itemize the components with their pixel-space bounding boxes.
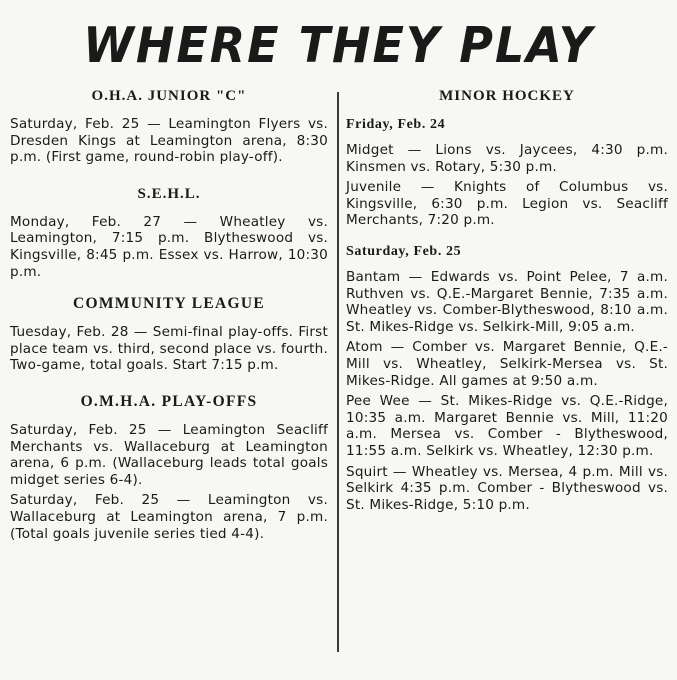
listing-paragraph: Saturday, Feb. 25 — Leamington Flyers vs. Dresden Kings at Leamington arena, 8:30 p.m. (First game, round-robin play-off). bbox=[10, 116, 328, 166]
community-league-section bbox=[10, 294, 328, 374]
headline: WHERE THEY PLAY bbox=[83, 16, 594, 74]
section-heading-community-league: COMMUNITY LEAGUE bbox=[72, 295, 266, 313]
omha-playoffs-section bbox=[10, 392, 328, 542]
day-heading-saturday: Saturday, Feb. 25 bbox=[346, 243, 462, 259]
left-column bbox=[10, 86, 328, 546]
listing-paragraph: Saturday, Feb. 25 — Leamington vs. Wallaceburg at Leamington arena, 7 p.m. (Total goals juvenile series tied 4-4). bbox=[10, 492, 328, 542]
section-heading-minor-hockey: MINOR HOCKEY bbox=[439, 88, 575, 104]
listing-paragraph: Tuesday, Feb. 28 — Semi-final play-offs. First place team vs. third, second place vs. fourth. Two-game, total goals. Start 7:15 p.m. bbox=[10, 324, 328, 374]
listing-paragraph: Atom — Comber vs. Margaret Bennie, Q.E.-Mill vs. Wheatley, Selkirk-Mersea vs. St. Mikes-Ridge. All games at 9:50 a.m. bbox=[346, 339, 668, 389]
listing-paragraph: Monday, Feb. 27 — Wheatley vs. Leamington, 7:15 p.m. Blytheswood vs. Kingsville, 8:45 p.m. Essex vs. Harrow, 10:30 p.m. bbox=[10, 213, 328, 280]
friday-section bbox=[346, 116, 668, 229]
section-heading-oha-junior: O.H.A. JUNIOR "C" bbox=[91, 88, 247, 104]
sehl-section bbox=[10, 184, 328, 280]
listing-paragraph: Bantam — Edwards vs. Point Pelee, 7 a.m. Ruthven vs. Q.E.-Margaret Bennie, 7:35 a.m. Wheatley vs. Comber-Blytheswood, 8:10 a.m. St. Mikes-Ridge vs. Selkirk-Mill, 9:05 a.m. bbox=[346, 268, 668, 335]
listing-paragraph: Saturday, Feb. 25 — Leamington Seacliff Merchants vs. Wallaceburg at Leamington arena, 6 p.m. (Wallaceburg leads total goals midget series 6-4). bbox=[10, 421, 328, 488]
column-divider bbox=[337, 92, 339, 652]
right-column bbox=[346, 86, 668, 517]
oha-junior-section bbox=[10, 86, 328, 166]
section-heading-omha-playoffs: O.M.H.A. PLAY-OFFS bbox=[80, 392, 258, 410]
saturday-section bbox=[346, 243, 668, 513]
section-heading-sehl: S.E.H.L. bbox=[137, 185, 201, 202]
listing-paragraph: Squirt — Wheatley vs. Mersea, 4 p.m. Mill vs. Selkirk 4:35 p.m. Comber - Blytheswood vs. St. Mikes-Ridge, 5:10 p.m. bbox=[346, 463, 668, 513]
listing-paragraph: Juvenile — Knights of Columbus vs. Kingsville, 6:30 p.m. Legion vs. Seacliff Merchants, 7:20 p.m. bbox=[346, 179, 668, 229]
listing-paragraph: Midget — Lions vs. Jaycees, 4:30 p.m. Kinsmen vs. Rotary, 5:30 p.m. bbox=[346, 142, 668, 175]
day-heading-friday: Friday, Feb. 24 bbox=[346, 117, 446, 132]
listing-paragraph: Pee Wee — St. Mikes-Ridge vs. Q.E.-Ridge, 10:35 a.m. Margaret Bennie vs. Mill, 11:20 a.m. Mersea vs. Comber - Blytheswood, 11:55 a.m. Selkirk vs. Wheatley, 12:30 p.m. bbox=[346, 393, 668, 459]
